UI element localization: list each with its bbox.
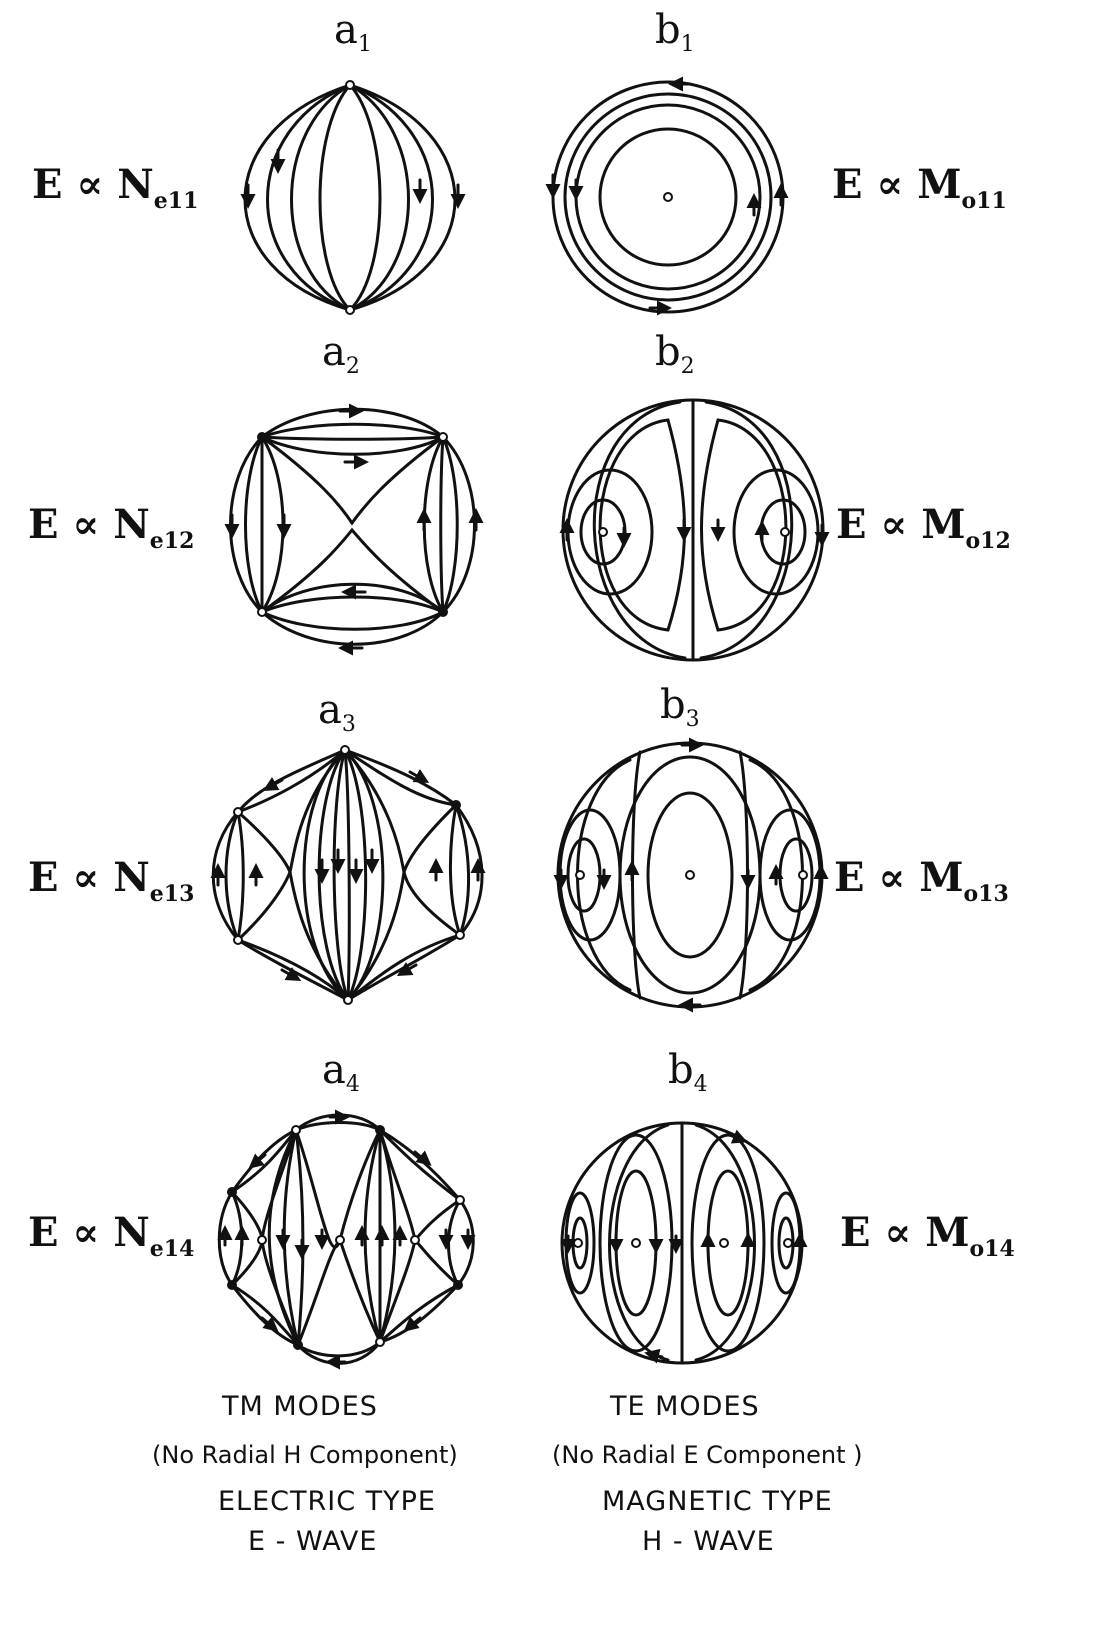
label-a4: $a_4$	[322, 1047, 360, 1097]
equation-te-4: $E \propto M_{o14}$	[840, 1209, 1015, 1262]
sphere-b1	[553, 82, 783, 312]
tm-caption-note: (No Radial H Component)	[152, 1441, 458, 1469]
sphere-b4	[562, 1123, 802, 1363]
te-caption-type: MAGNETIC TYPE	[602, 1486, 833, 1517]
te-caption-note: (No Radial E Component )	[552, 1441, 863, 1469]
te-caption-title: TE MODES	[610, 1391, 760, 1422]
te-caption-wave: H - WAVE	[642, 1526, 775, 1557]
sphere-b2	[563, 400, 823, 660]
tm-caption-wave: E - WAVE	[248, 1526, 378, 1557]
label-b1: $b_1$	[655, 7, 695, 57]
sphere-b3	[558, 743, 822, 1007]
equation-tm-1: $E \propto N_{e11}$	[32, 161, 199, 214]
equation-te-1: $E \propto M_{o11}$	[832, 161, 1007, 214]
label-b3: $b_3$	[660, 682, 700, 732]
tm-caption-title: TM MODES	[222, 1391, 378, 1422]
sphere-a1	[245, 81, 458, 314]
sphere-a3	[213, 746, 482, 1004]
tm-caption-type: ELECTRIC TYPE	[218, 1486, 436, 1517]
label-b2: $b_2$	[655, 329, 695, 379]
equation-tm-3: $E \propto N_{e13}$	[28, 854, 195, 907]
equation-te-2: $E \propto M_{o12}$	[836, 501, 1011, 554]
equation-te-3: $E \propto M_{o13}$	[834, 854, 1009, 907]
sphere-a4	[219, 1115, 473, 1363]
label-b4: $b_4$	[668, 1047, 708, 1097]
label-a1: $a_1$	[334, 7, 372, 57]
equation-tm-2: $E \propto N_{e12}$	[28, 501, 195, 554]
sphere-a2	[231, 409, 477, 648]
label-a2: $a_2$	[322, 329, 360, 379]
equation-tm-4: $E \propto N_{e14}$	[28, 1209, 195, 1262]
label-a3: $a_3$	[318, 687, 356, 737]
